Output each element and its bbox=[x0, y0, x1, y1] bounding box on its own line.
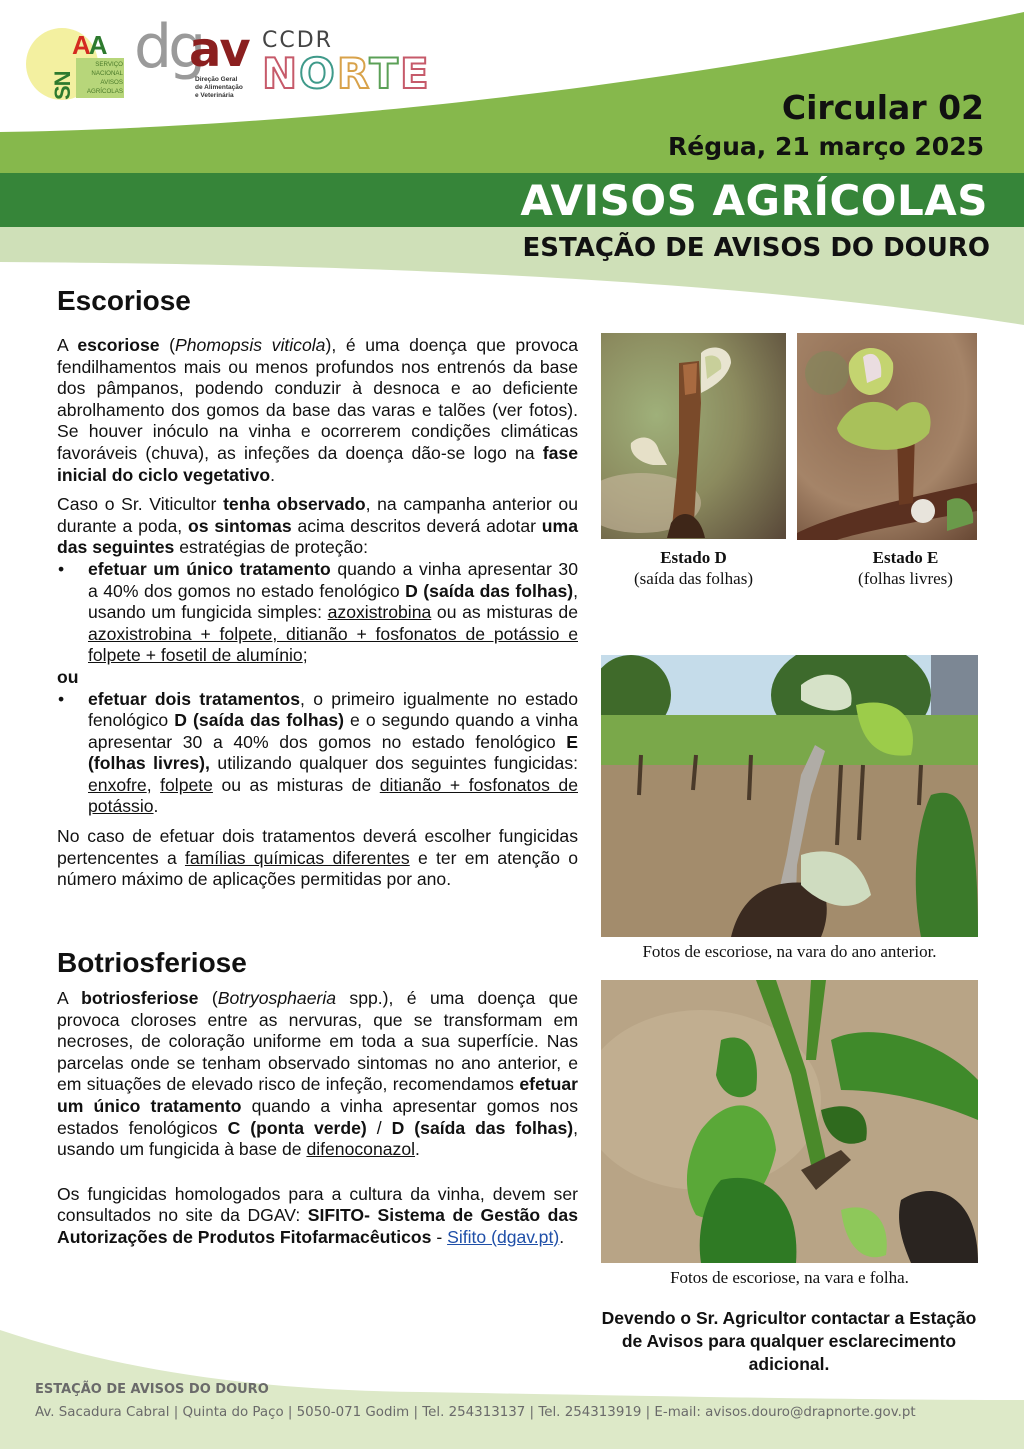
photo-vineyard bbox=[601, 655, 978, 937]
bullet-icon: • bbox=[58, 558, 65, 579]
section-escoriose bbox=[57, 284, 578, 891]
footer-address: Av. Sacadura Cabral | Quinta do Paço | 5050-071 Godim | Tel. 254313137 | Tel. 254313919 | E-mail: avisos.douro@drapnorte.gov.pt bbox=[35, 1405, 916, 1420]
vine-leaf-image bbox=[797, 333, 977, 540]
bullet-icon: • bbox=[58, 688, 65, 709]
caption-estado-d: Estado D (saída das folhas) bbox=[634, 548, 753, 588]
photo-estado-d bbox=[601, 333, 786, 539]
or-label: ou bbox=[57, 666, 79, 687]
paragraph: Caso o Sr. Viticultor tenha observado, na campanha anterior ou durante a poda, os sintomas acima descritos deverá adotar uma das seguintes estratégias de proteção: bbox=[57, 494, 578, 558]
page-subtitle: ESTAÇÃO DE AVISOS DO DOURO bbox=[522, 233, 990, 263]
caption-vine-photo: Fotos de escoriose, na vara do ano anterior. bbox=[642, 942, 937, 961]
circular-date: Régua, 21 março 2025 bbox=[668, 132, 984, 161]
section-heading: Botriosferiose bbox=[57, 947, 247, 978]
footer-title: ESTAÇÃO DE AVISOS DO DOURO bbox=[35, 1382, 269, 1397]
paragraph: Os fungicidas homologados para a cultura da vinha, devem ser consultados no site da DGAV: SIFITO- Sistema de Gestão das Autorizações de Produtos Fitofarmacêuticos - Sifito (dgav.pt). bbox=[57, 1183, 578, 1247]
caption-estado-e: Estado E (folhas livres) bbox=[858, 548, 953, 588]
sifito-link[interactable]: Sifito (dgav.pt) bbox=[447, 1226, 560, 1247]
section-botriosferiose bbox=[57, 946, 578, 1249]
ccdr-norte-logo: CCDR NORTE bbox=[262, 28, 431, 98]
paragraph: A botriosferiose (Botryosphaeria spp.), é uma doença que provoca cloroses entre as nervuras, que se transformam em necroses, de coloração uniforme em toda a sua superfície. Nas parcelas onde se tenham observado sintomas no ano anterior, e em situações de elevado risco de infeção, recomendamos efetuar um único tratamento quando a vinha apresentar gomos nos estados fenológicos C (ponta verde) / D (saída das folhas), usando um fungicida à base de difenoconazol. bbox=[57, 988, 578, 1160]
section-heading: Escoriose bbox=[57, 285, 191, 316]
vine-bud-image bbox=[601, 333, 786, 539]
snaa-logo: AA SN SERVIÇO NACIONAL AVISOS AGRÍCOLAS bbox=[22, 24, 132, 104]
paragraph: A escoriose (Phomopsis viticola), é uma doença que provoca fendilhamentos mais ou menos profundos nos entrenós da base dos pâmpanos, podendo conduzir à desnoca e ao deficiente abrolhamento dos gomos da base das varas e talões (ver fotos). Se houver inóculo na vinha e ocorrerem condições climáticas favoráveis (chuva), as infeções da doença dão-se logo na fase inicial do ciclo vegetativo. bbox=[57, 335, 578, 485]
snaa-sn-letters: SN bbox=[50, 71, 75, 100]
photo-leaf bbox=[601, 980, 978, 1263]
photo-estado-e bbox=[797, 333, 977, 540]
caption-leaf-photo: Fotos de escoriose, na vara e folha. bbox=[670, 1268, 909, 1287]
circular-number: Circular 02 bbox=[781, 88, 984, 127]
diseased-leaf-image bbox=[601, 980, 978, 1263]
paragraph: No caso de efetuar dois tratamentos deverá escolher fungicidas pertencentes a famílias químicas diferentes e ter em atenção o número máximo de aplicações permitidas por ano. bbox=[57, 826, 579, 890]
list-item: • efetuar um único tratamento quando a vinha apresentar 30 a 40% dos gomos no estado fenológico D (saída das folhas), usando um fungicida simples: azoxistrobina ou as misturas de azoxistrobina + folpete, ditianão + fosfonatos de potássio e folpete + fosetil de alumínio; bbox=[58, 558, 578, 666]
circular-info bbox=[668, 86, 984, 164]
logo-bar bbox=[22, 12, 431, 110]
list-item: • efetuar dois tratamentos, o primeiro igualmente no estado fenológico D (saída das folhas) e o segundo quando a vinha apresentar 30 a 40% dos gomos no estado fenológico E (folhas livres), utilizando qualquer dos seguintes fungicidas: enxofre, folpete ou as misturas de ditianão + fosfonatos de potássio. bbox=[58, 688, 579, 817]
dgav-logo: dg av Direção Geral de Alimentação e Veterinária bbox=[134, 12, 249, 99]
contact-note: Devendo o Sr. Agricultor contactar a Estação de Avisos para qualquer esclarecimento adicional. bbox=[601, 1308, 977, 1374]
page-title: AVISOS AGRÍCOLAS bbox=[520, 176, 988, 225]
vineyard-image bbox=[601, 655, 978, 937]
